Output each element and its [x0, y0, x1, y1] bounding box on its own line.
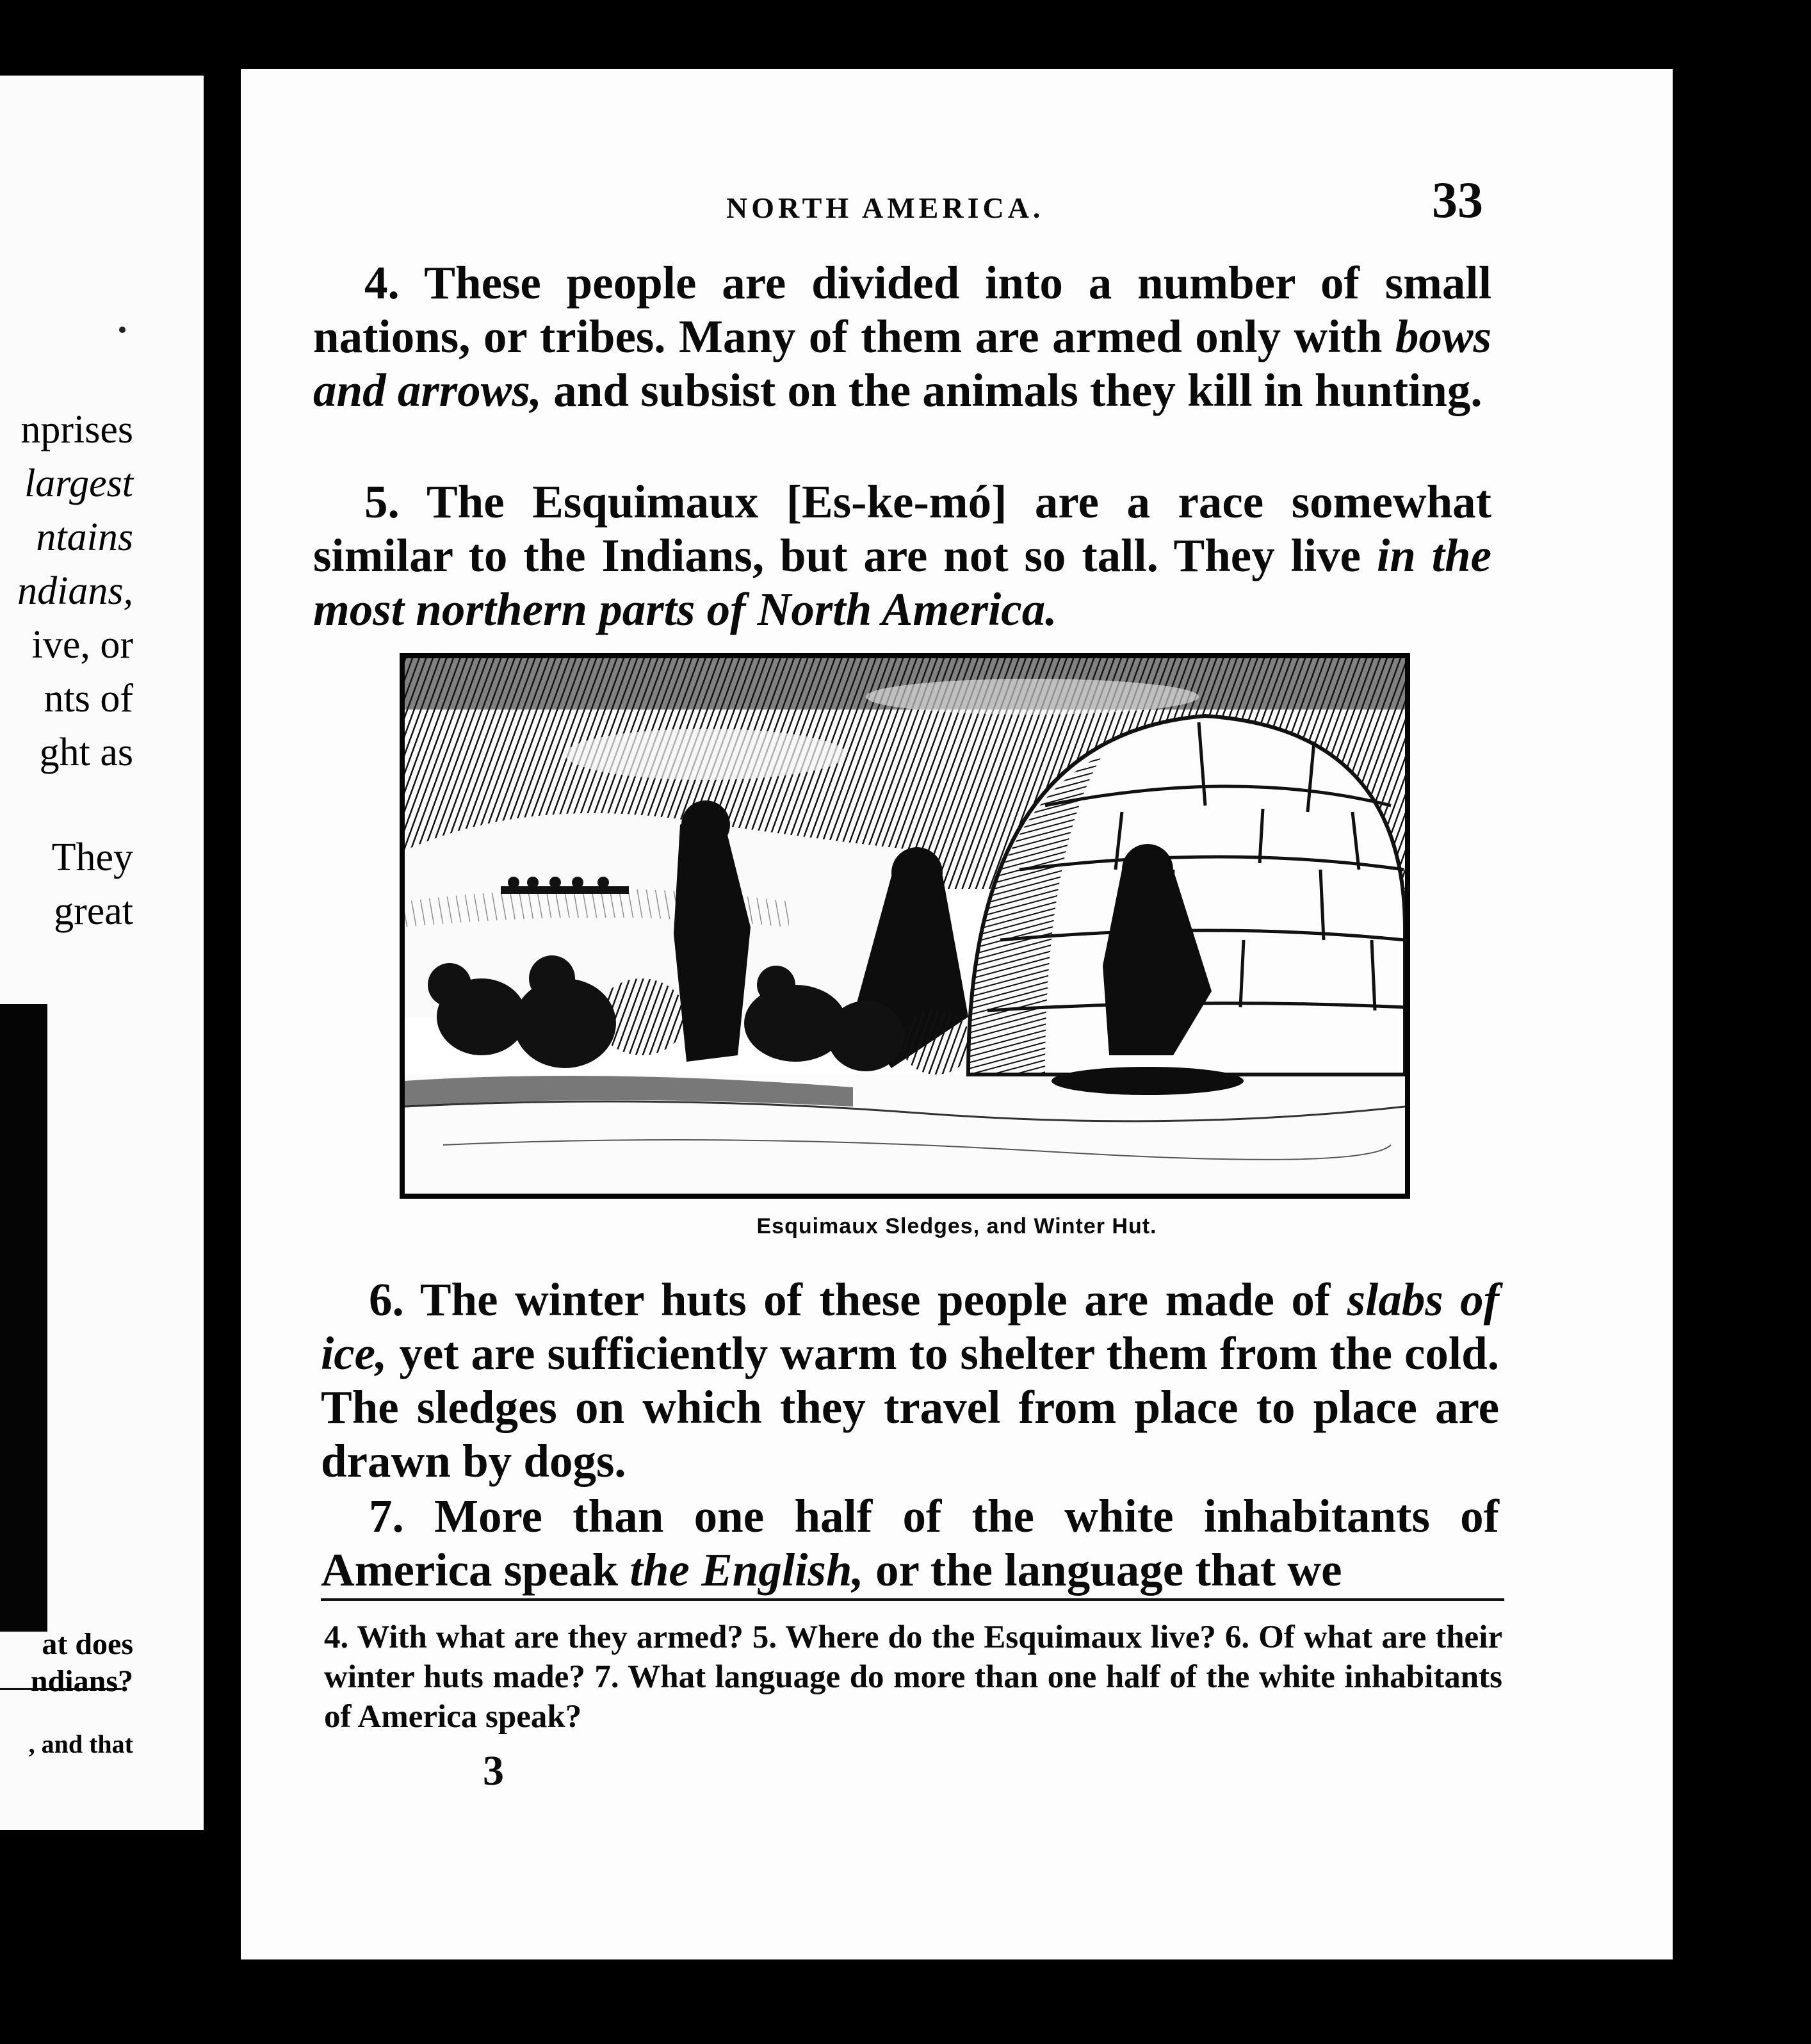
- scan-border-right: [1673, 0, 1811, 2044]
- ink-dot: [119, 327, 126, 333]
- paragraph-text: These people are divided into a number of small nations, or tribes. Many of them are armed only with: [313, 257, 1491, 362]
- left-page-fragment: great: [54, 889, 133, 933]
- page-number: 33: [1432, 172, 1483, 229]
- paragraph-text: yet are sufficiently warm to shelter them from the cold. The sledges on which they travel from place to place are drawn by dogs.: [321, 1327, 1499, 1487]
- left-page-fragment: largest: [24, 462, 133, 505]
- paragraph-text: More than one half of the white inhabitants of America speak: [321, 1490, 1499, 1596]
- left-page-question: at does: [42, 1627, 133, 1661]
- left-page-question: , and that: [28, 1730, 133, 1758]
- paragraph-7: [321, 1489, 1499, 1597]
- left-page-fragment: ght as: [39, 731, 133, 774]
- igloo-sledge-scene: [405, 658, 1405, 1194]
- left-page-illustration-edge: [0, 1004, 47, 1632]
- scan-border-bottom: [204, 1959, 1811, 2044]
- paragraph-4: [313, 256, 1491, 418]
- left-page-fragment: nts of: [44, 677, 133, 720]
- book-gutter: [204, 0, 241, 2044]
- paragraph-text: and subsist on the animals they kill in hunting.: [542, 364, 1482, 416]
- illustration-caption: Esquimaux Sledges, and Winter Hut.: [756, 1214, 1157, 1238]
- left-facing-page: [0, 76, 204, 1830]
- review-questions: 4. With what are they armed? 5. Where do the Esquimaux live? 6. Of what are their winter huts made? 7. What language do more than one half of the white inhabitants of America speak?: [324, 1619, 1502, 1735]
- italic-phrase: slabs of ice,: [321, 1274, 1499, 1379]
- left-page-fragment: They: [51, 836, 133, 879]
- italic-phrase: in the most northern parts of North America.: [313, 530, 1491, 635]
- paragraph-5: [313, 475, 1491, 637]
- paragraph-number: 6.: [369, 1274, 404, 1326]
- paragraph-number: 7.: [369, 1490, 404, 1542]
- left-page-fragment: ive, or: [31, 623, 133, 667]
- left-page-fragment: ntains: [36, 515, 133, 559]
- paragraph-text: The winter huts of these people are made of: [403, 1274, 1347, 1326]
- italic-phrase: bows and arrows,: [313, 311, 1491, 416]
- italic-phrase: the English,: [629, 1544, 864, 1596]
- book-page: [241, 69, 1673, 1959]
- footnote-rule: [321, 1598, 1504, 1601]
- left-page-fragment: nprises: [20, 408, 133, 451]
- woodcut-illustration: [400, 653, 1410, 1199]
- left-page-question: ndians?: [30, 1664, 133, 1698]
- running-head: NORTH AMERICA.: [726, 191, 1044, 224]
- signature-mark: 3: [483, 1748, 504, 1794]
- paragraph-number: 5.: [364, 476, 400, 528]
- paragraph-6: [321, 1273, 1499, 1488]
- paragraph-number: 4.: [364, 257, 400, 309]
- paragraph-text: The Esquimaux [Es-ke-mó] are a race somewhat similar to the Indians, but are not so tall. They live: [313, 476, 1491, 581]
- paragraph-text: or the language that we: [863, 1544, 1342, 1596]
- left-page-fragment: ndians,: [17, 569, 133, 613]
